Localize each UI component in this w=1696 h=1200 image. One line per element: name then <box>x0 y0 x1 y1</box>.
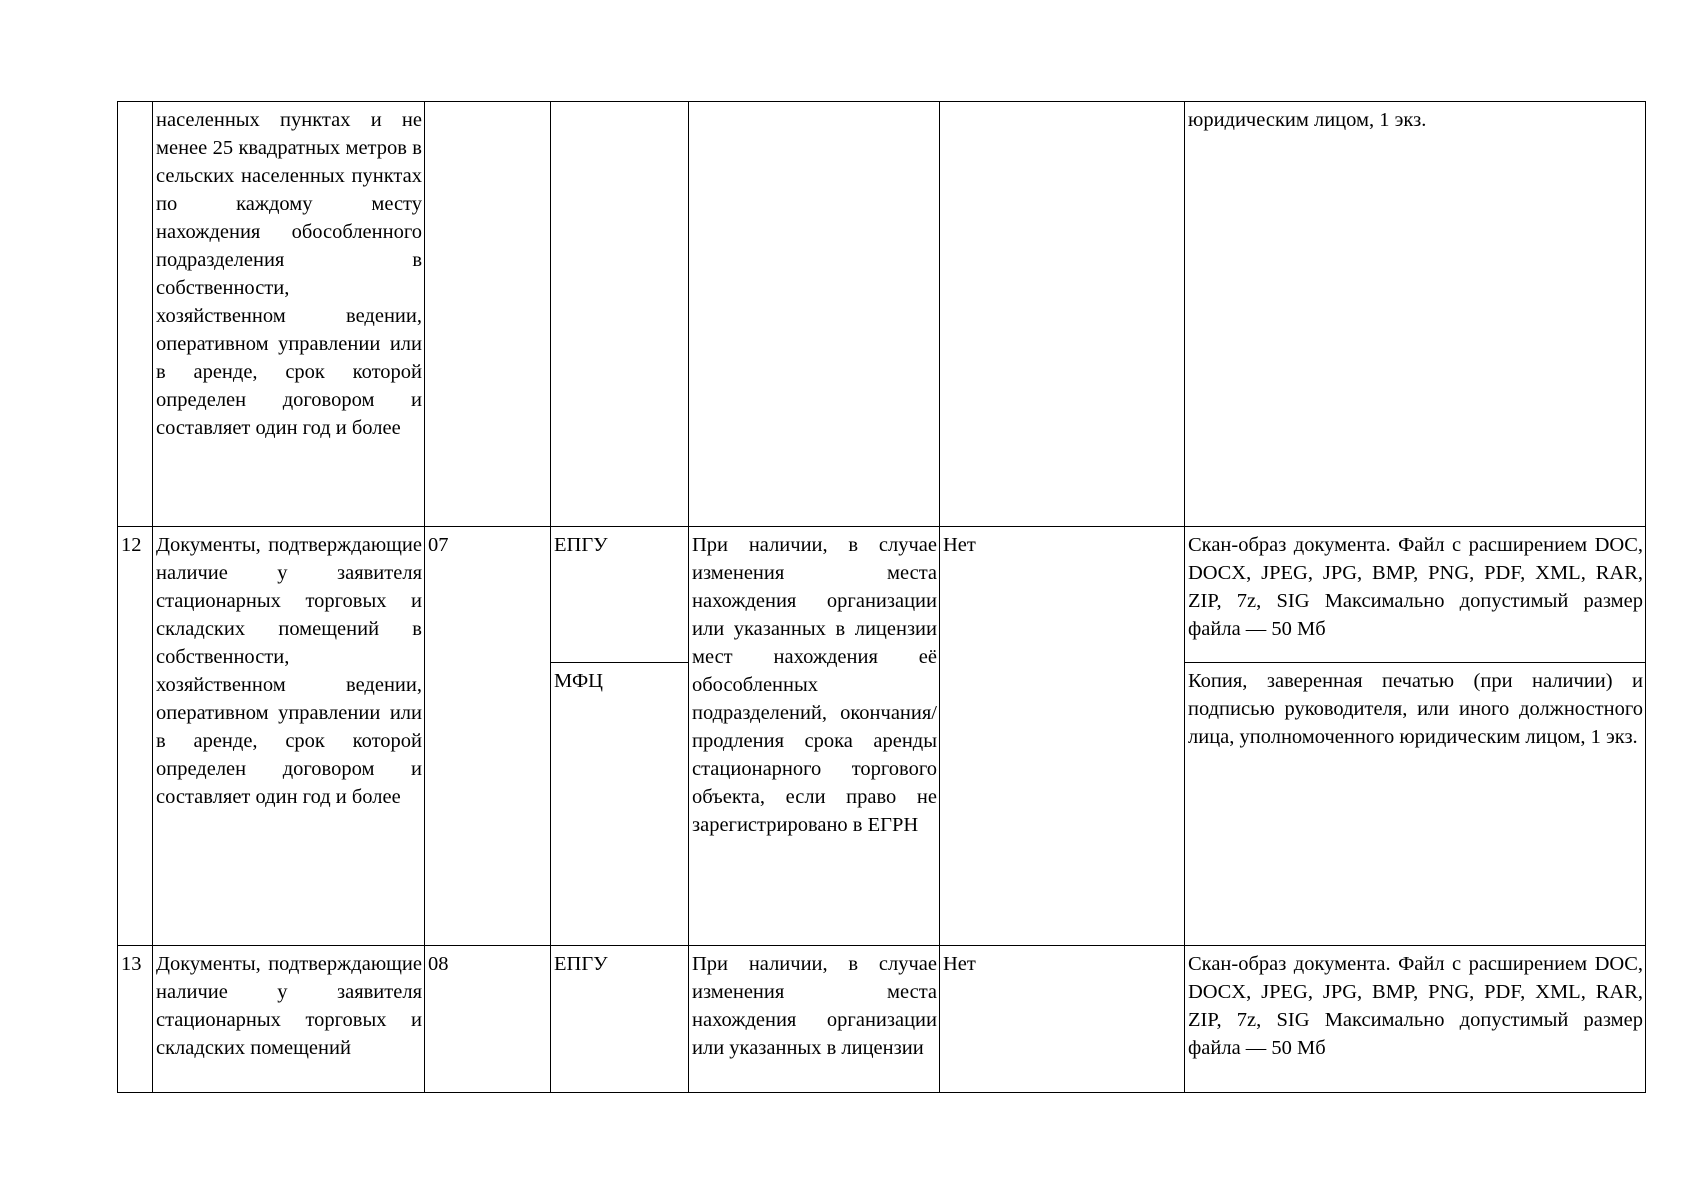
table-row <box>118 527 1646 663</box>
channel-epgu-cell: ЕПГУ <box>551 527 689 663</box>
documents-table <box>117 101 1646 1093</box>
channel-epgu-cell: ЕПГУ <box>551 946 689 1093</box>
channel-cell <box>551 102 689 527</box>
condition-cell: При наличии, в случае изменения места нахождения организации или указанных в лицензии <box>689 946 940 1093</box>
code-cell <box>425 102 551 527</box>
document-name-cell: населенных пунктах и не менее 25 квадратных метров в сельских населенных пунктах по каждому месту нахождения обособленного подразделения в собственности, хозяйственном ведении, оперативном управлении или в аренде, срок которой определен договором и составляет один год и более <box>153 102 425 527</box>
code-cell: 08 <box>425 946 551 1093</box>
document-name-cell: Документы, подтверждающие наличие у заявителя стационарных торговых и складских помещений в собственности, хозяйственном ведении, оперативном управлении или в аренде, срок которой определен договором и составляет один год и более <box>153 527 425 946</box>
requirements-mfc-cell: Копия, заверенная печатью (при наличии) и подписью руководителя, или иного должностного лица, уполномоченного юридическим лицом, 1 экз. <box>1185 663 1646 946</box>
requirements-epgu-cell: Скан-образ документа. Файл с расширением DOC, DOCX, JPEG, JPG, BMP, PNG, PDF, XML, RAR, ZIP, 7z, SIG Максимально допустимый размер файла — 50 Мб <box>1185 946 1646 1093</box>
row-number-cell: 13 <box>118 946 153 1093</box>
document-name-cell: Документы, подтверждающие наличие у заявителя стационарных торговых и складских помещений <box>153 946 425 1093</box>
requirements-epgu-cell: Скан-образ документа. Файл с расширением DOC, DOCX, JPEG, JPG, BMP, PNG, PDF, XML, RAR, ZIP, 7z, SIG Максимально допустимый размер файла — 50 Мб <box>1185 527 1646 663</box>
condition-cell <box>689 102 940 527</box>
requirements-cell: юридическим лицом, 1 экз. <box>1185 102 1646 527</box>
table-row <box>118 946 1646 1093</box>
mandatory-cell <box>940 102 1185 527</box>
mandatory-cell: Нет <box>940 527 1185 946</box>
row-number-cell <box>118 102 153 527</box>
mandatory-cell: Нет <box>940 946 1185 1093</box>
row-number-cell: 12 <box>118 527 153 946</box>
condition-cell: При наличии, в случае изменения места нахождения организации или указанных в лицензии мест нахождения её обособленных подразделений, окончания/продления срока аренды стационарного торгового объекта, если право не зарегистрировано в ЕГРН <box>689 527 940 946</box>
code-cell: 07 <box>425 527 551 946</box>
table-row <box>118 102 1646 527</box>
channel-mfc-cell: МФЦ <box>551 663 689 946</box>
